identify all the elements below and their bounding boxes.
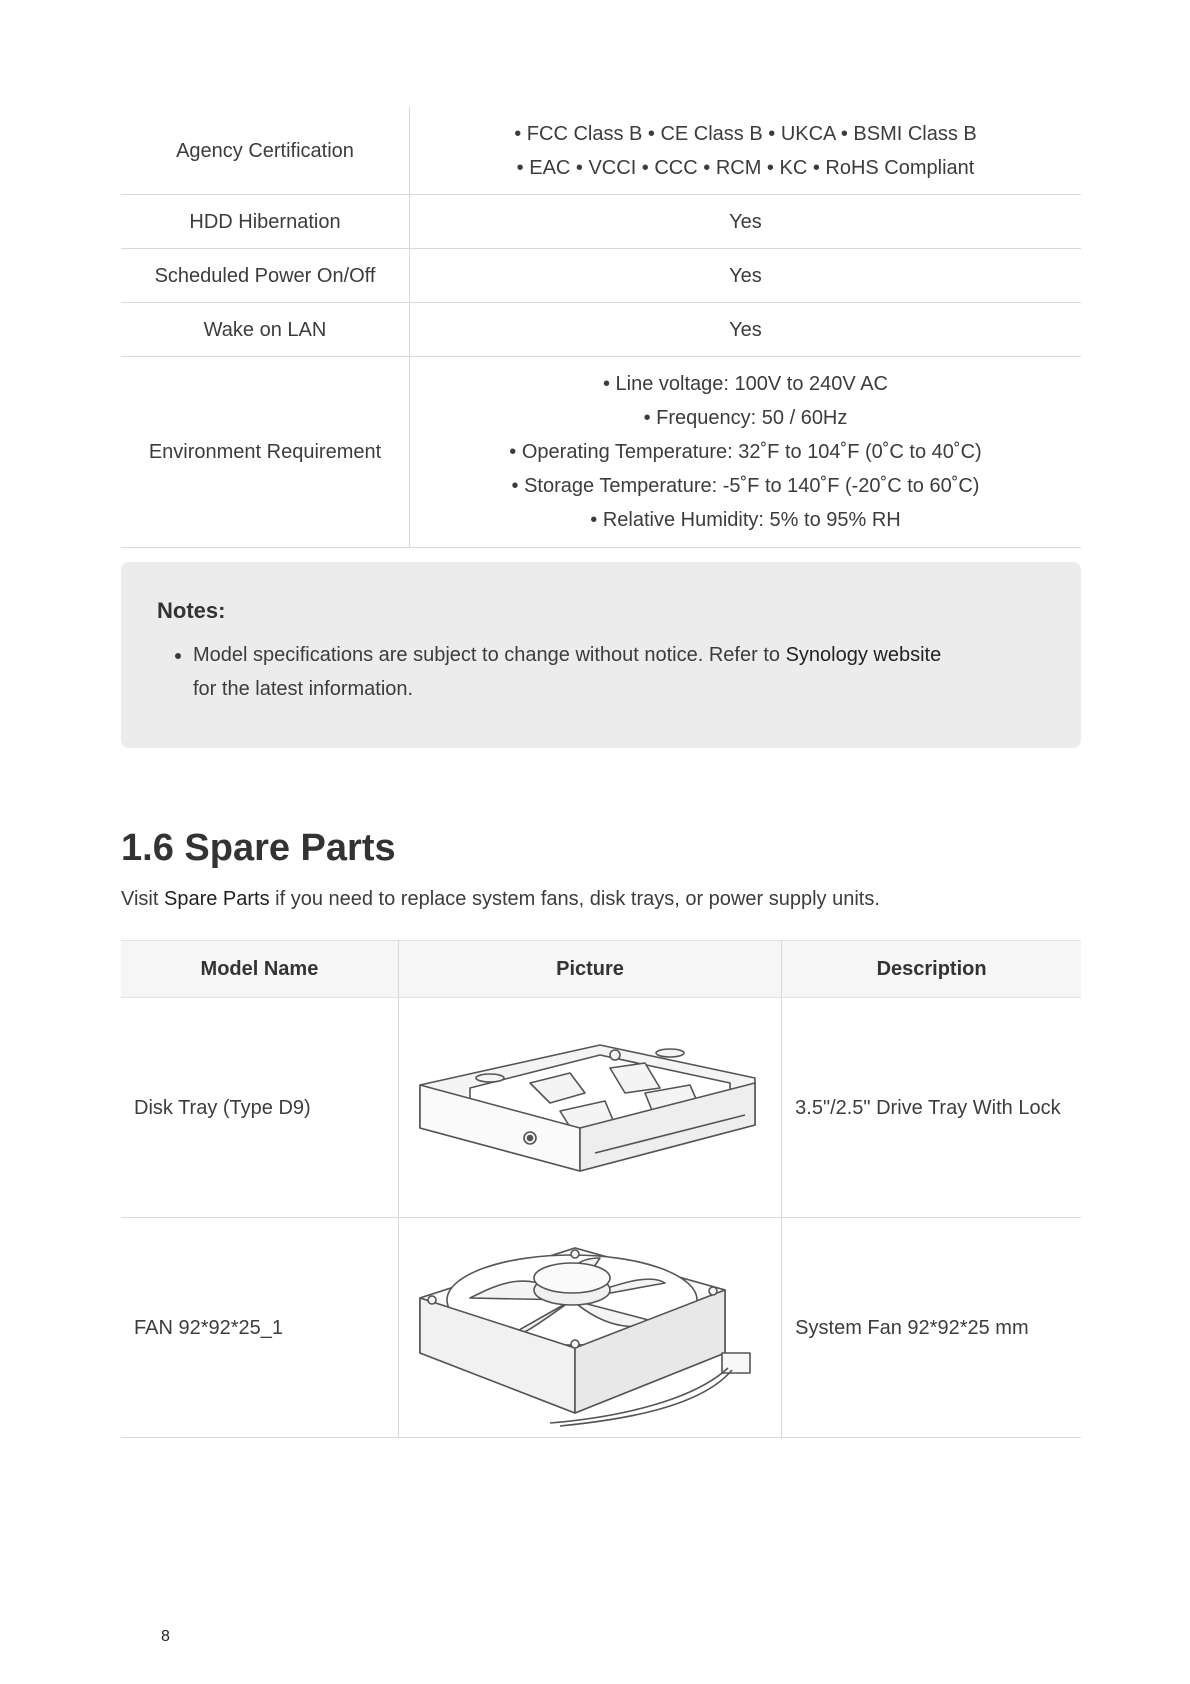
table-row	[121, 107, 1081, 195]
intro-text: if you need to replace system fans, disk trays, or power supply units.	[269, 888, 880, 910]
notes-box	[121, 562, 1081, 748]
section-intro	[121, 884, 1081, 914]
picture-cell	[398, 1218, 781, 1438]
column-header: Model Name	[121, 941, 398, 998]
part-description: 3.5"/2.5" Drive Tray With Lock	[782, 998, 1081, 1218]
cert-line: • EAC • VCCI • CCC • RCM • KC • RoHS Compliant	[516, 156, 975, 179]
env-line: • Relative Humidity: 5% to 95% RH	[590, 509, 901, 531]
picture-cell	[398, 998, 781, 1218]
env-line: • Frequency: 50 / 60Hz	[643, 407, 848, 429]
table-row	[121, 998, 1081, 1218]
disk-tray-illustration	[410, 1033, 770, 1183]
spec-label: Wake on LAN	[121, 303, 410, 357]
table-row	[121, 1218, 1081, 1438]
column-header: Picture	[398, 941, 781, 998]
table-row	[121, 195, 1081, 249]
table-header-row	[121, 941, 1081, 998]
spare-parts-link[interactable]: Spare Parts	[163, 888, 270, 910]
spec-label: Scheduled Power On/Off	[121, 249, 410, 303]
table-row	[121, 303, 1081, 357]
env-line: • Line voltage: 100V to 240V AC	[603, 373, 888, 395]
spec-value: Yes	[410, 303, 1082, 357]
spec-value	[410, 107, 1082, 195]
intro-text: Visit	[121, 888, 164, 910]
model-name: FAN 92*92*25_1	[121, 1218, 398, 1438]
synology-website-link[interactable]: Synology website	[785, 644, 942, 666]
spec-label: Agency Certification	[121, 107, 410, 195]
spare-parts-table	[121, 940, 1081, 1438]
table-row	[121, 249, 1081, 303]
cert-line: • FCC Class B • CE Class B • UKCA • BSMI Class B	[514, 122, 977, 145]
spec-label: Environment Requirement	[121, 357, 410, 548]
notes-list	[157, 638, 1045, 706]
notes-text: for the latest information.	[193, 678, 414, 700]
spec-value: Yes	[410, 195, 1082, 249]
spec-value	[410, 357, 1082, 548]
page-number: 8	[161, 1628, 170, 1645]
spec-value: Yes	[410, 249, 1082, 303]
table-row	[121, 357, 1081, 548]
env-line: • Operating Temperature: 32˚F to 104˚F (0˚C to 40˚C)	[509, 441, 982, 463]
notes-text: Model specifications are subject to change without notice. Refer to	[193, 644, 786, 666]
column-header: Description	[782, 941, 1081, 998]
notes-title: Notes:	[157, 598, 226, 623]
list-item	[193, 638, 953, 706]
spec-label: HDD Hibernation	[121, 195, 410, 249]
env-line: • Storage Temperature: -5˚F to 140˚F (-20˚C to 60˚C)	[511, 475, 980, 497]
system-fan-illustration	[410, 1228, 770, 1428]
document-page	[121, 107, 1081, 1438]
model-name: Disk Tray (Type D9)	[121, 998, 398, 1218]
spec-table	[121, 107, 1081, 548]
part-description: System Fan 92*92*25 mm	[782, 1218, 1081, 1438]
section-title: 1.6 Spare Parts	[121, 827, 396, 869]
